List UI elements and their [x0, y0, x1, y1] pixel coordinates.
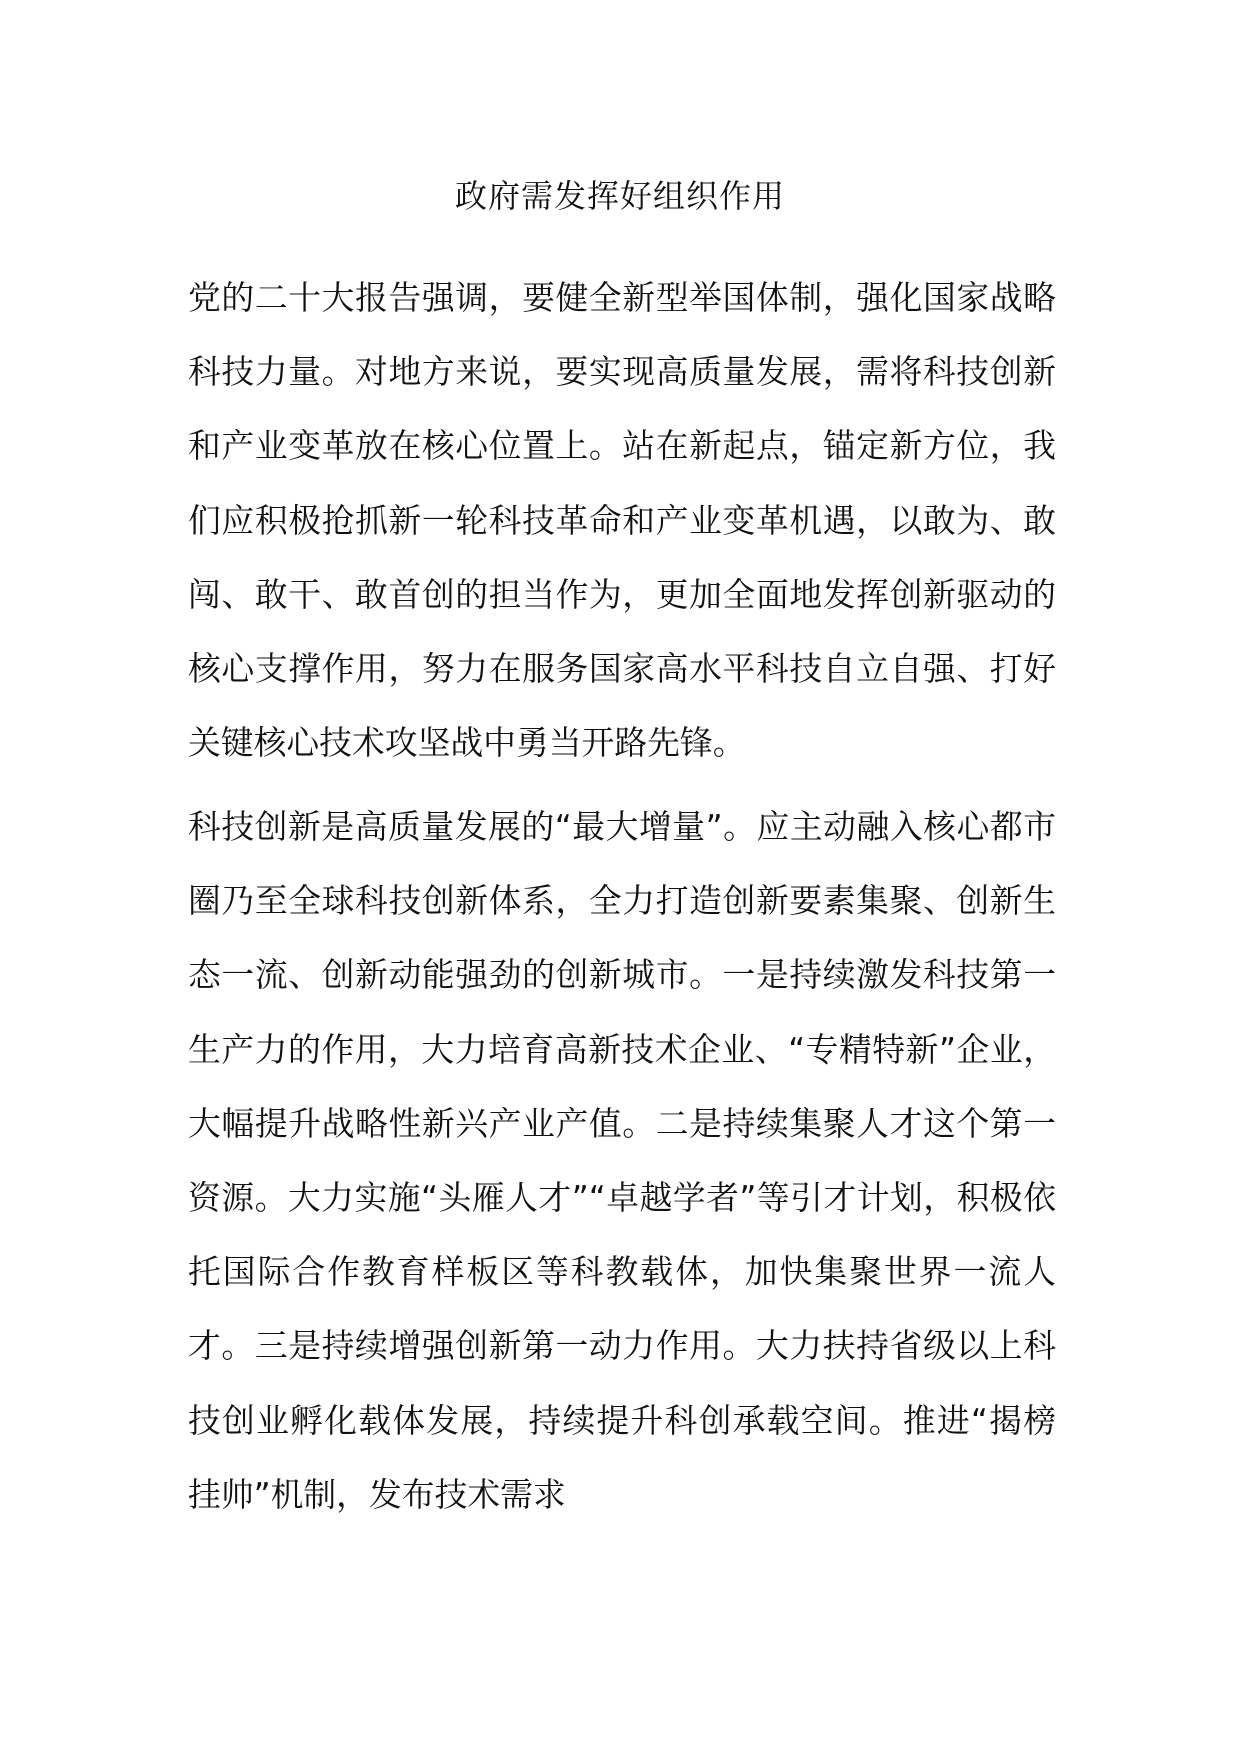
paragraph-2: 科技创新是高质量发展的“最大增量”。应主动融入核心都市圈乃至全球科技创新体系，全力打造创新要素集聚、创新生态一流、创新动能强劲的创新城市。一是持续激发科技第一生产力的作用，大力培育高新技术企业、“专精特新”企业，大幅提升战略性新兴产业产值。二是持续集聚人才这个第一资源。大力实施“头雁人才”“卓越学者”等引才计划，积极依托国际合作教育样板区等科教载体，加快集聚世界一流人才。三是持续增强创新第一动力作用。大力扶持省级以上科技创业孵化载体发展，持续提升科创承载空间。推进“揭榜挂帅”机制，发布技术需求 [188, 808, 1056, 1514]
paragraph-1: 党的二十大报告强调，要健全新型举国体制，强化国家战略科技力量。对地方来说，要实现高质量发展，需将科技创新和产业变革放在核心位置上。站在新起点，锚定新方位，我们应积极抢抓新一轮科技革命和产业变革机遇，以敢为、敢闯、敢干、敢首创的担当作为，更加全面地发挥创新驱动的核心支撑作用，努力在服务国家高水平科技自立自强、打好关键核心技术攻坚战中勇当开路先锋。 [188, 279, 1056, 763]
document-title: 政府需发挥好组织作用 [454, 177, 785, 215]
